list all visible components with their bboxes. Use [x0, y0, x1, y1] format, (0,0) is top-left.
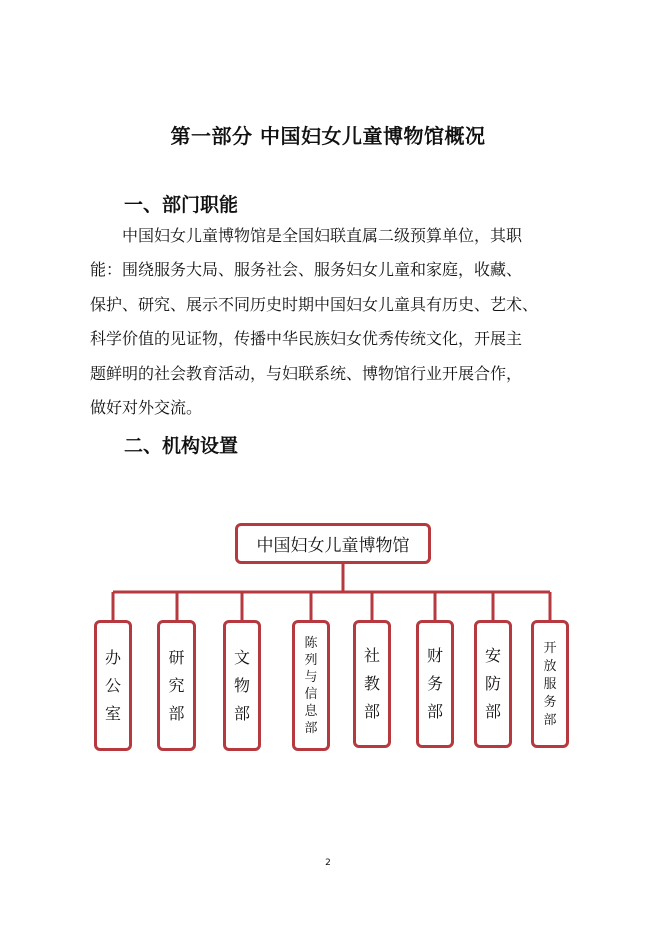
dept-char: 安 [484, 646, 501, 665]
dept-exhibition-information [292, 620, 330, 751]
dept-char: 列 [304, 652, 318, 668]
dept-open-services [531, 620, 569, 748]
dept-char: 部 [233, 703, 250, 723]
dept-char: 教 [363, 674, 380, 693]
dept-char: 开 [543, 640, 557, 656]
dept-char: 陈 [304, 635, 318, 651]
paragraph-line: 题鲜明的社会教育活动，与妇联系统、博物馆行业开展合作， [90, 364, 523, 383]
dept-char: 文 [233, 647, 250, 667]
dept-char: 信 [304, 686, 318, 702]
dept-char: 部 [543, 712, 557, 728]
dept-char: 部 [304, 720, 318, 736]
dept-char: 社 [363, 646, 380, 665]
dept-social-education [353, 620, 391, 748]
dept-char: 物 [233, 675, 250, 695]
paragraph-line: 做好对外交流。 [90, 398, 203, 417]
paragraph-line: 科学价值的见证物，传播中华民族妇女优秀传统文化，开展主 [90, 329, 523, 348]
dept-office [94, 620, 132, 751]
page-title: 第一部分 中国妇女儿童博物馆概况 [170, 124, 486, 148]
dept-char: 部 [168, 703, 185, 723]
dept-char: 务 [543, 694, 557, 710]
dept-cultural-relics [223, 620, 261, 751]
dept-research [157, 620, 196, 751]
paragraph-line: 保护、研究、展示不同历史时期中国妇女儿童具有历史、艺术、 [90, 295, 539, 314]
dept-finance [416, 620, 454, 748]
dept-char: 放 [543, 658, 557, 674]
paragraph-line: 能：围绕服务大局、服务社会、服务妇女儿童和家庭，收藏、 [90, 260, 523, 279]
dept-char: 财 [426, 646, 443, 665]
dept-char: 服 [543, 676, 557, 692]
dept-char: 公 [104, 675, 121, 695]
dept-char: 息 [304, 703, 318, 719]
section-heading-functions: 一、部门职能 [124, 194, 239, 216]
dept-char: 办 [104, 647, 121, 667]
section-heading-structure: 二、机构设置 [124, 435, 239, 457]
dept-char: 部 [484, 702, 501, 721]
org-root-node: 中国妇女儿童博物馆 [235, 523, 431, 564]
dept-char: 与 [304, 669, 318, 685]
dept-char: 室 [104, 703, 121, 723]
dept-char: 究 [168, 675, 185, 695]
page-number: 2 [325, 858, 331, 868]
dept-char: 防 [484, 674, 501, 693]
dept-security [474, 620, 512, 748]
dept-char: 研 [168, 647, 185, 667]
dept-char: 务 [426, 674, 443, 693]
paragraph-line: 中国妇女儿童博物馆是全国妇联直属二级预算单位，其职 [122, 226, 523, 245]
dept-char: 部 [426, 702, 443, 721]
dept-char: 部 [363, 702, 380, 721]
